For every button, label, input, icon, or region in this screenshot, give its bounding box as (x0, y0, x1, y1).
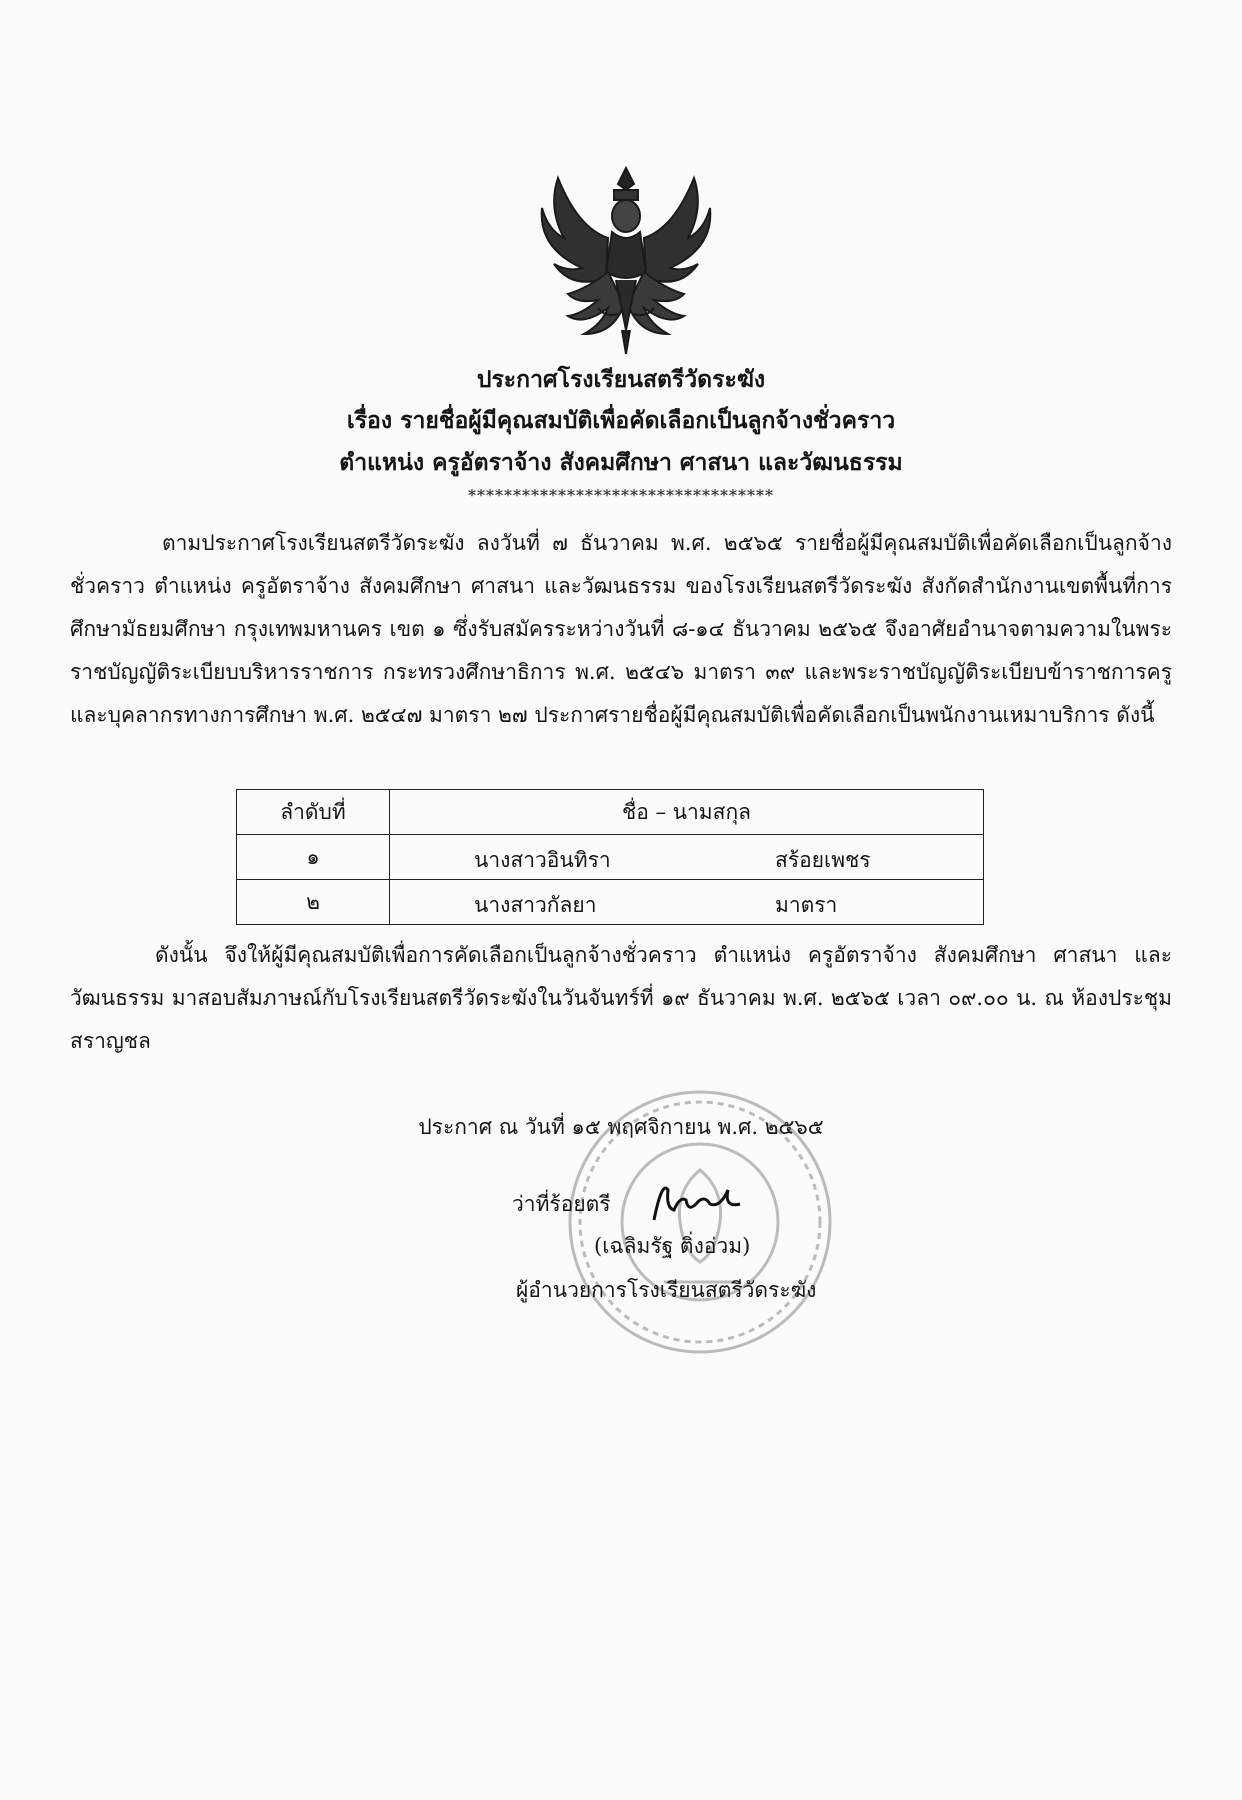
signer-name: (เฉลิมรัฐ ติ่งอ่วม) (594, 1234, 751, 1258)
last-name: มาตรา (775, 893, 838, 917)
announcement-date: ประกาศ ณ วันที่ ๑๕ พฤศจิกายน พ.ศ. ๒๕๖๕ (418, 1115, 824, 1139)
row-number: ๑ (237, 835, 390, 880)
signer-position: ผู้อำนวยการโรงเรียนสตรีวัดระฆัง (516, 1278, 817, 1302)
body-paragraph-2: ดังนั้น จึงให้ผู้มีคุณสมบัติเพื่อการคัดเลือกเป็นลูกจ้างชั่วคราว ตำแหน่ง ครูอัตราจ้าง สังคมศึกษา ศาสนา และวัฒนธรรม มาสอบสัมภาษณ์กับโรงเรียนสตรีวัดระฆังในวันจันทร์ที่ ๑๙ ธันวาคม พ.ศ. ๒๕๖๕ เวลา ๐๙.๐๐ น. ณ ห้องประชุมสราญชล (70, 943, 1172, 1053)
body-paragraph-1: ตามประกาศโรงเรียนสตรีวัดระฆัง ลงวันที่ ๗ ธันวาคม พ.ศ. ๒๕๖๕ รายชื่อผู้มีคุณสมบัติเพื่อคัดเลือกเป็นลูกจ้างชั่วคราว ตำแหน่ง ครูอัตราจ้าง สังคมศึกษา ศาสนา และวัฒนธรรม ของโรงเรียนสตรีวัดระฆัง สังกัดสำนักงานเขตพื้นที่การศึกษามัธยมศึกษา กรุงเทพมหานคร เขต ๑ ซึ่งรับสมัครระหว่างวันที่ ๘-๑๔ ธันวาคม ๒๕๖๕ จึงอาศัยอำนาจตามความในพระราชบัญญัติระเบียบบริหารราชการ กระทรวงศึกษาธิการ พ.ศ. ๒๕๔๖ มาตรา ๓๙ และพระราชบัญญัติระเบียบข้าราชการครูและบุคลากรทางการศึกษา พ.ศ. ๒๕๔๗ มาตรา ๒๗ ประกาศรายชื่อผู้มีคุณสมบัติเพื่อคัดเลือกเป็นพนักงานเหมาบริการ ดังนี้ (70, 531, 1172, 727)
announcement-title: ประกาศโรงเรียนสตรีวัดระฆัง (476, 366, 766, 393)
column-header-name: ชื่อ – นามสกุล (390, 790, 984, 835)
column-header-number: ลำดับที่ (237, 790, 390, 835)
first-name: นางสาวอินทิรา (474, 848, 611, 872)
last-name: สร้อยเพชร (775, 848, 871, 872)
row-number: ๒ (237, 880, 390, 925)
announcement-subject: เรื่อง รายชื่อผู้มีคุณสมบัติเพื่อคัดเลือกเป็นลูกจ้างชั่วคราว (346, 407, 896, 434)
table-header-row (237, 790, 984, 835)
garuda-emblem (538, 160, 714, 360)
signer-rank: ว่าที่ร้อยตรี (512, 1192, 611, 1216)
announcement-position: ตำแหน่ง ครูอัตราจ้าง สังคมศึกษา ศาสนา และวัฒนธรรม (339, 449, 903, 476)
first-name: นางสาวกัลยา (474, 893, 597, 917)
separator-line: ********************************** (468, 486, 774, 505)
row-name-cell (390, 835, 984, 880)
candidate-table (236, 789, 984, 925)
table-row (237, 835, 984, 880)
handwritten-signature (646, 1172, 756, 1232)
table-row (237, 880, 984, 925)
row-name-cell (390, 880, 984, 925)
